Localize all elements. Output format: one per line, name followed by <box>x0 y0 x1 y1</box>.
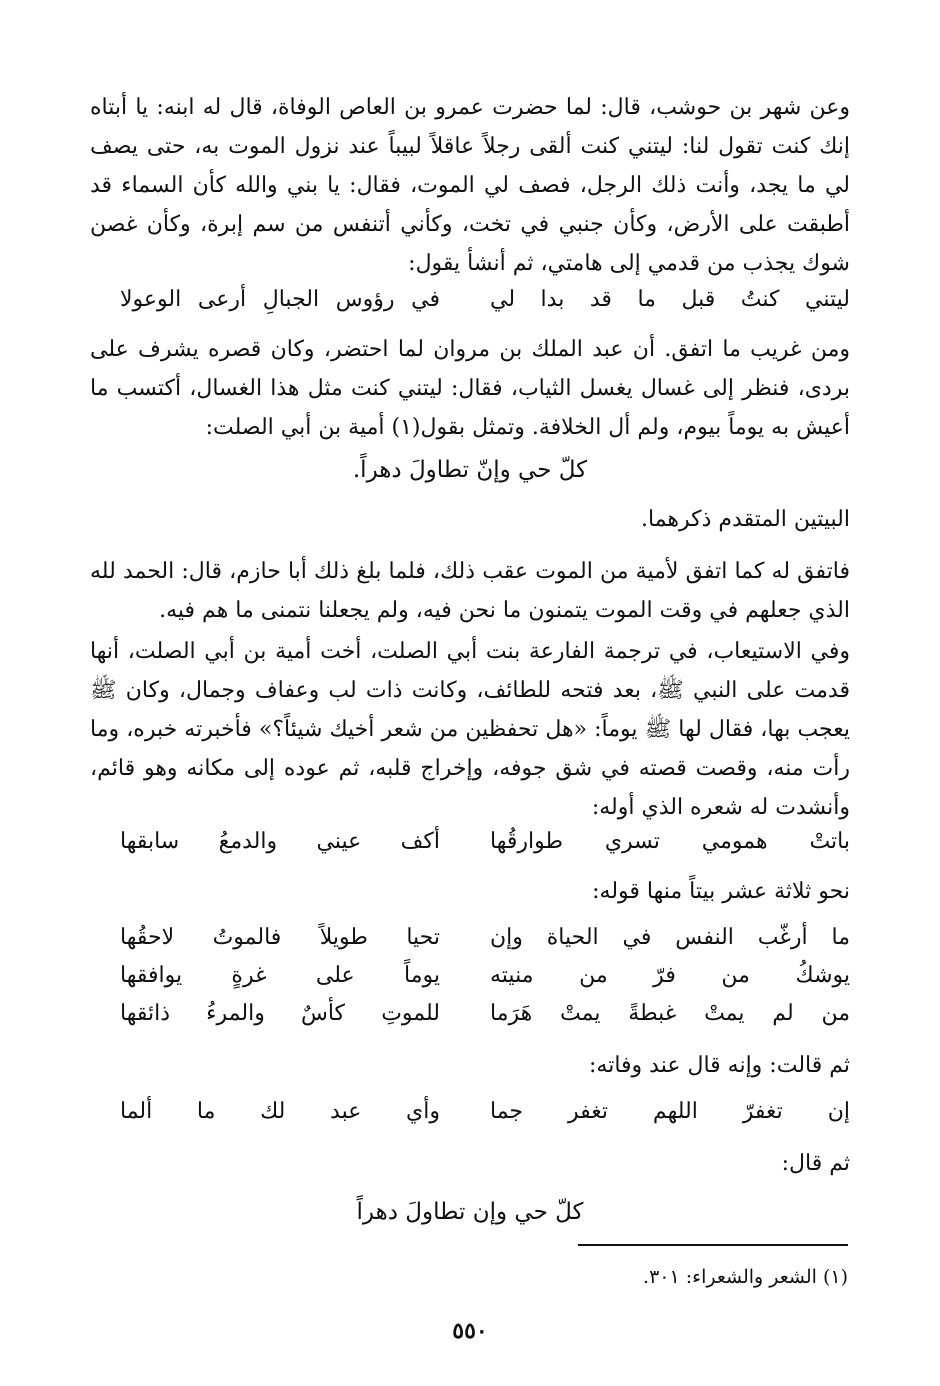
footnote-separator <box>578 1244 848 1246</box>
verse-second-hemistich: يوماً على غرةٍ يوافقها <box>120 963 440 988</box>
paragraph-abd-al-malik: ومن غريب ما اتفق. أن عبد الملك بن مروان لما احتضر، وكان قصره يشرف على بردى، فنظر إلى غسال يغسل الثياب، فقال: ليتني كنت مثل هذا الغسال، أكتسب ما أعيش به يوماً بيوم، ولم أل الخلافة. وتمثل بقول(١) أمية بن أبي الصلت: <box>90 337 850 440</box>
text-line-thirteen-verses: نحو ثلاثة عشر بيتاً منها قوله: <box>592 879 850 904</box>
verse-line-2 <box>110 822 850 862</box>
verse-first-hemistich: إن تغفرّ اللهم تغفر جما <box>490 1099 850 1124</box>
verse-second-hemistich: في رؤوس الجبالِ أرعى الوعولا <box>120 287 440 312</box>
verse-second-hemistich: وأي عبد لك ما ألما <box>120 1099 440 1124</box>
paragraph-amr-ibn-al-as: وعن شهر بن حوشب، قال: لما حضرت عمرو بن العاص الوفاة، قال له ابنه: يا أبتاه إنك كنت تقول لنا: ليتني كنت ألقى رجلاً عاقلاً لبيباً عند نزول الموت به، حتى يصف لي ما يجد، وأنت ذلك الرجل، فصف لي الموت، فقال: يا بني والله كأن السماء قد أطبقت على الأرض، وكأن جنبي في تخت، وكأني أتنفس من سم إبرة، وكأن غصن شوك يجذب من قدمي إلى هامتي، ثم أنشأ يقول: <box>90 95 851 276</box>
verse-line-6 <box>110 1092 850 1132</box>
text-line-two-verses: البيتين المتقدم ذكرهما. <box>641 507 850 532</box>
verse-first-hemistich: ما أرغّب النفس في الحياة وإن <box>490 925 850 950</box>
verse-line-5 <box>110 994 850 1034</box>
verse-first-hemistich: من لم يمتْ غبطةً يمتْ هَرَما <box>490 1001 850 1026</box>
text-line-then-he-said: ثم قال: <box>781 1151 850 1176</box>
quoted-verse-centered: كلّ حي وإنّ تطاولَ دهراً. <box>352 457 588 483</box>
paragraph-al-istiab: وفي الاستيعاب، في ترجمة الفارعة بنت أبي الصلت، أخت أمية بن أبي الصلت، أنها قدمت على النبي ﷺ، بعد فتحه للطائف، وكانت ذات لب وعفاف وجمال، وكان ﷺ يعجب بها، فقال لها ﷺ يوماً: «هل تحفظين من شعر أخيك شيئاً؟» فأخبرته خبره، وما رأت منه، وقصت قصته في شق جوفه، وإخراج قلبه، ثم عوده إلى مكانه وهو قائم، وأنشدت له شعره الذي أوله: <box>90 639 850 820</box>
verse-first-hemistich: باتتْ همومي تسري طوارقُها <box>490 829 850 854</box>
quoted-verse-centered-final: كلّ حي وإن تطاولَ دهراً <box>356 1199 584 1225</box>
verse-second-hemistich: أكف عيني والدمعُ سابقها <box>120 829 440 854</box>
verse-first-hemistich: يوشكُ من فرّ من منيته <box>490 963 850 988</box>
text-line-then-she-said: ثم قالت: وإنه قال عند وفاته: <box>588 1053 850 1078</box>
verse-line-1 <box>110 280 850 320</box>
page-number: ٥٥٠ <box>452 1318 488 1344</box>
verse-line-3 <box>110 918 850 958</box>
paragraph-abu-hazim: فاتفق له كما اتفق لأمية من الموت عقب ذلك، فلما بلغ ذلك أبا حازم، قال: الحمد لله الذي جعلهم في وقت الموت يتمنون ما نحن فيه، ولم يجعلنا نتمنى ما هم فيه. <box>90 559 850 623</box>
verse-second-hemistich: تحيا طويلاً فالموتُ لاحقُها <box>120 925 440 950</box>
verse-first-hemistich: ليتني كنتُ قبل ما قد بدا لي <box>490 287 850 312</box>
verse-line-4 <box>110 956 850 996</box>
footnote: (١) الشعر والشعراء: ٣٠١. <box>643 1266 848 1288</box>
verse-second-hemistich: للموتِ كأسٌ والمرءُ ذائقها <box>120 1001 440 1026</box>
